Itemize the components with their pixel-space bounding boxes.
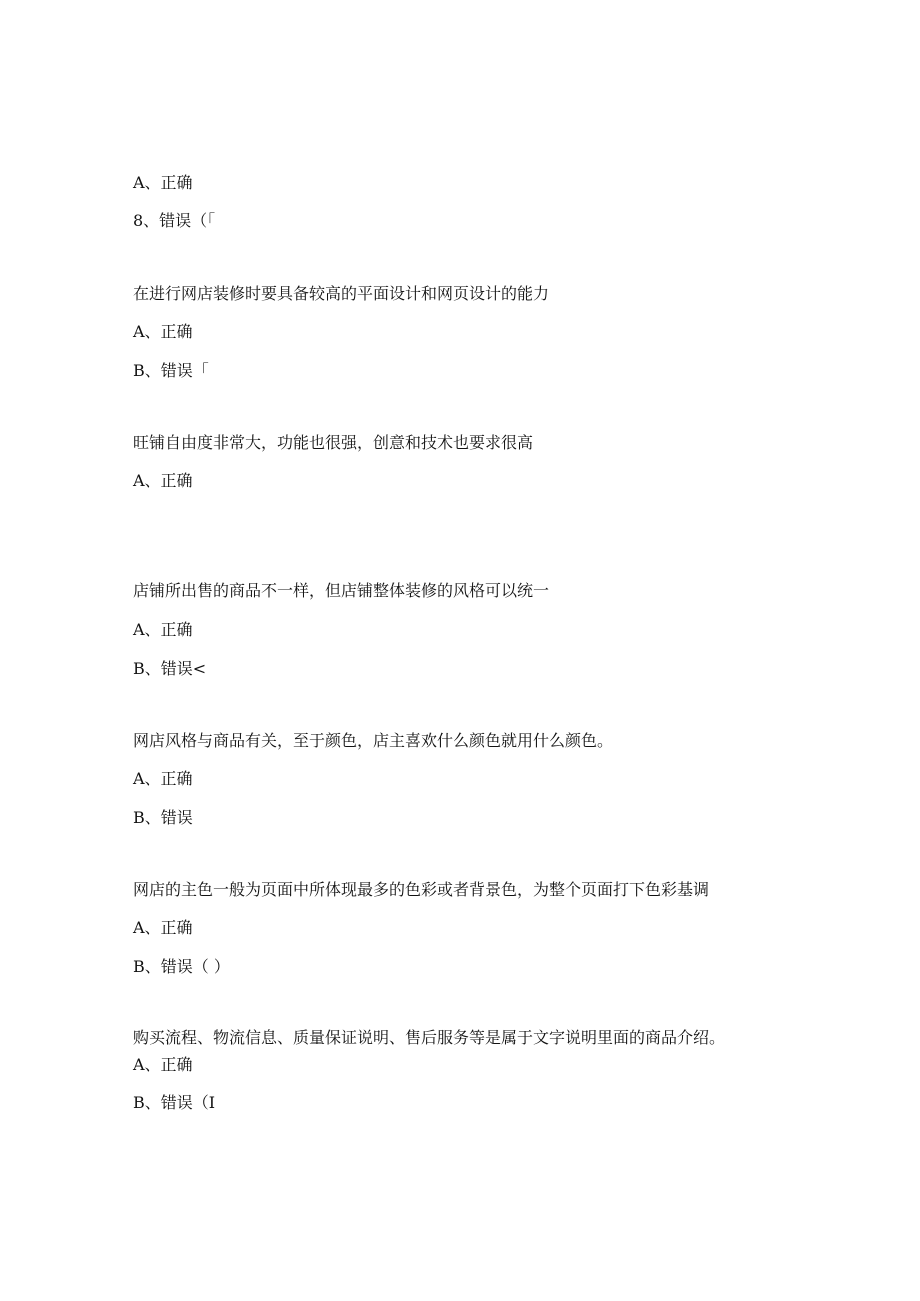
question-text: 网店的主色一般为页面中所体现最多的色彩或者背景色，为整个页面打下色彩基调 — [133, 880, 710, 899]
question-text: 旺铺自由度非常大，功能也很强，创意和技术也要求很高 — [133, 433, 534, 452]
question-text: 网店风格与商品有关，至于颜色，店主喜欢什么颜色就用什么颜色。 — [133, 731, 614, 750]
option-a: A、正确 — [133, 322, 193, 341]
option-b: B、错误（I — [133, 1093, 216, 1112]
option-b: 8、错误（「 — [133, 211, 216, 230]
option-b: B、错误 — [133, 808, 193, 827]
option-b: B、错误（ ） — [133, 957, 230, 976]
question-text: 在进行网店装修时要具备较高的平面设计和网页设计的能力 — [133, 284, 550, 303]
option-a: A、正确 — [133, 769, 193, 788]
question-text: 购买流程、物流信息、质量保证说明、售后服务等是属于文字说明里面的商品介绍。 — [133, 1028, 726, 1047]
option-a: A、正确 — [133, 1055, 193, 1074]
option-a: A、正确 — [133, 620, 193, 639]
option-b: B、错误< — [133, 659, 207, 678]
option-a: A、正确 — [133, 173, 193, 192]
option-b: B、错误「 — [133, 361, 209, 380]
option-a: A、正确 — [133, 471, 193, 490]
option-a: A、正确 — [133, 918, 193, 937]
question-text: 店铺所出售的商品不一样，但店铺整体装修的风格可以统一 — [133, 581, 550, 600]
